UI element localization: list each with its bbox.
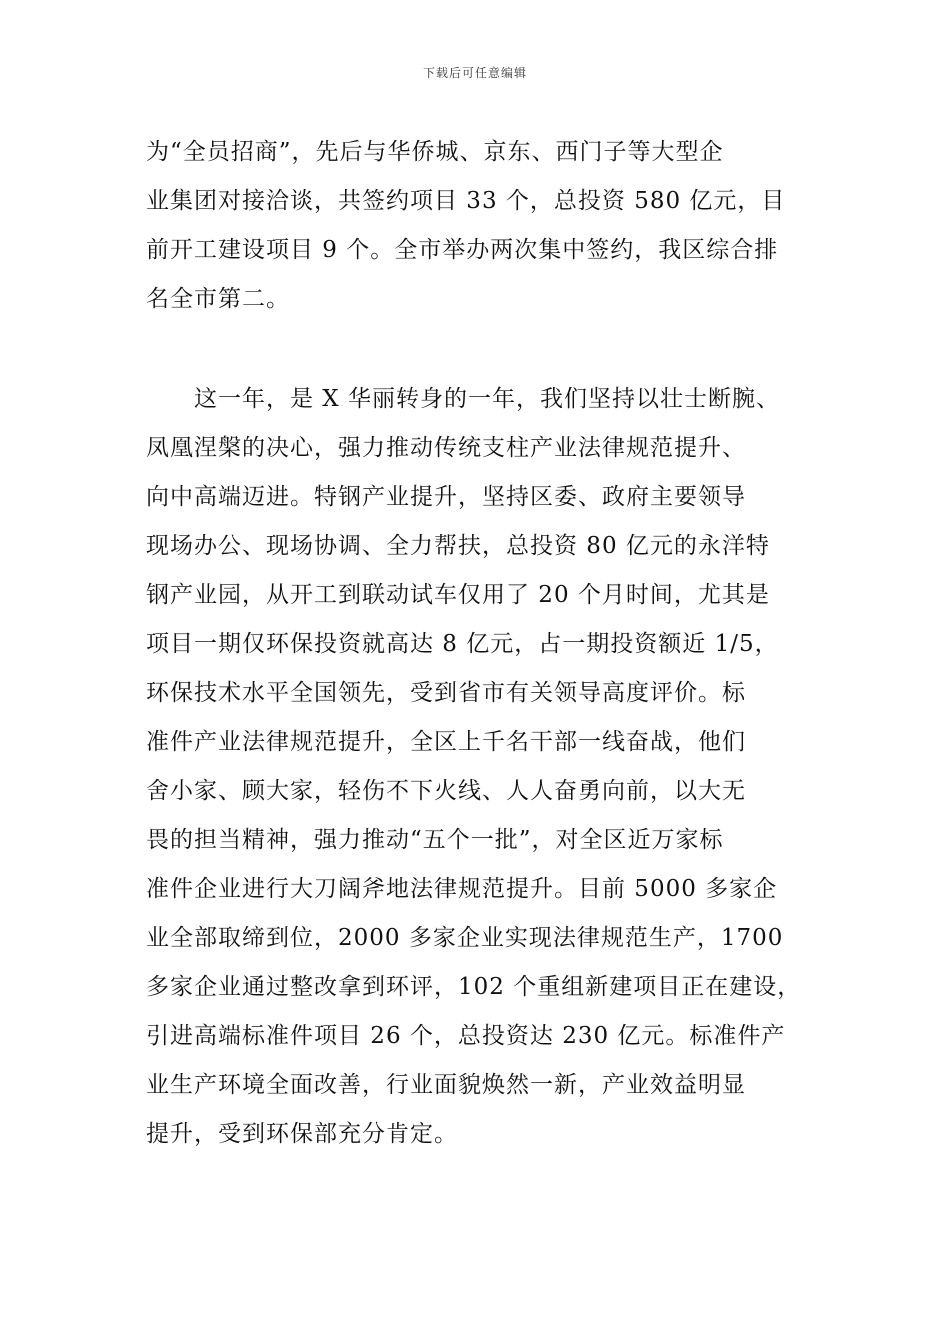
paragraph-line: 为“全员招商”，先后与华侨城、京东、西门子等大型企: [146, 139, 724, 165]
paragraph-line: 钢产业园，从开工到联动试车仅用了 20 个月时间，尤其是: [146, 582, 770, 608]
paragraph-line: 畏的担当精神，强力推动“五个一批”，对全区近万家标: [146, 827, 724, 853]
paragraph-line: 准件企业进行大刀阔斧地法律规范提升。目前 5000 多家企: [146, 876, 778, 902]
paragraph-line: 准件产业法律规范提升，全区上千名干部一线奋战，他们: [146, 729, 746, 755]
page-header: 下载后可任意编辑: [422, 66, 527, 80]
paragraph-2: [146, 375, 806, 1159]
paragraph-line: 舍小家、顾大家，轻伤不下火线、人人奋勇向前，以大无: [146, 778, 746, 804]
paragraph-line: 向中高端迈进。特钢产业提升，坚持区委、政府主要领导: [146, 484, 746, 510]
paragraph-line: 这一年，是 X 华丽转身的一年，我们坚持以壮士断腕、: [146, 386, 780, 412]
paragraph-line: 名全市第二。: [146, 286, 290, 312]
paragraph-line: 业生产环境全面改善，行业面貌焕然一新，产业效益明显: [146, 1072, 746, 1098]
paragraph-line: 现场办公、现场协调、全力帮扶，总投资 80 亿元的永洋特: [146, 533, 770, 559]
paragraph-1: [146, 128, 806, 324]
paragraph-line: 环保技术水平全国领先，受到省市有关领导高度评价。标: [146, 680, 746, 706]
paragraph-line: 引进高端标准件项目 26 个，总投资达 230 亿元。标准件产: [146, 1023, 786, 1049]
paragraph-line: 凤凰涅槃的决心，强力推动传统支柱产业法律规范提升、: [146, 435, 746, 461]
paragraph-line: 业全部取缔到位，2000 多家企业实现法律规范生产，1700: [146, 925, 784, 951]
paragraph-line: 项目一期仅环保投资就高达 8 亿元，占一期投资额近 1/5，: [146, 631, 779, 657]
paragraph-line: 业集团对接洽谈，共签约项目 33 个，总投资 580 亿元，目: [146, 188, 786, 214]
paragraph-line: 前开工建设项目 9 个。全市举办两次集中签约，我区综合排: [146, 237, 779, 263]
paragraph-line: 提升，受到环保部充分肯定。: [146, 1121, 458, 1147]
paragraph-line: 多家企业通过整改拿到环评，102 个重组新建项目正在建设，: [146, 974, 802, 1000]
